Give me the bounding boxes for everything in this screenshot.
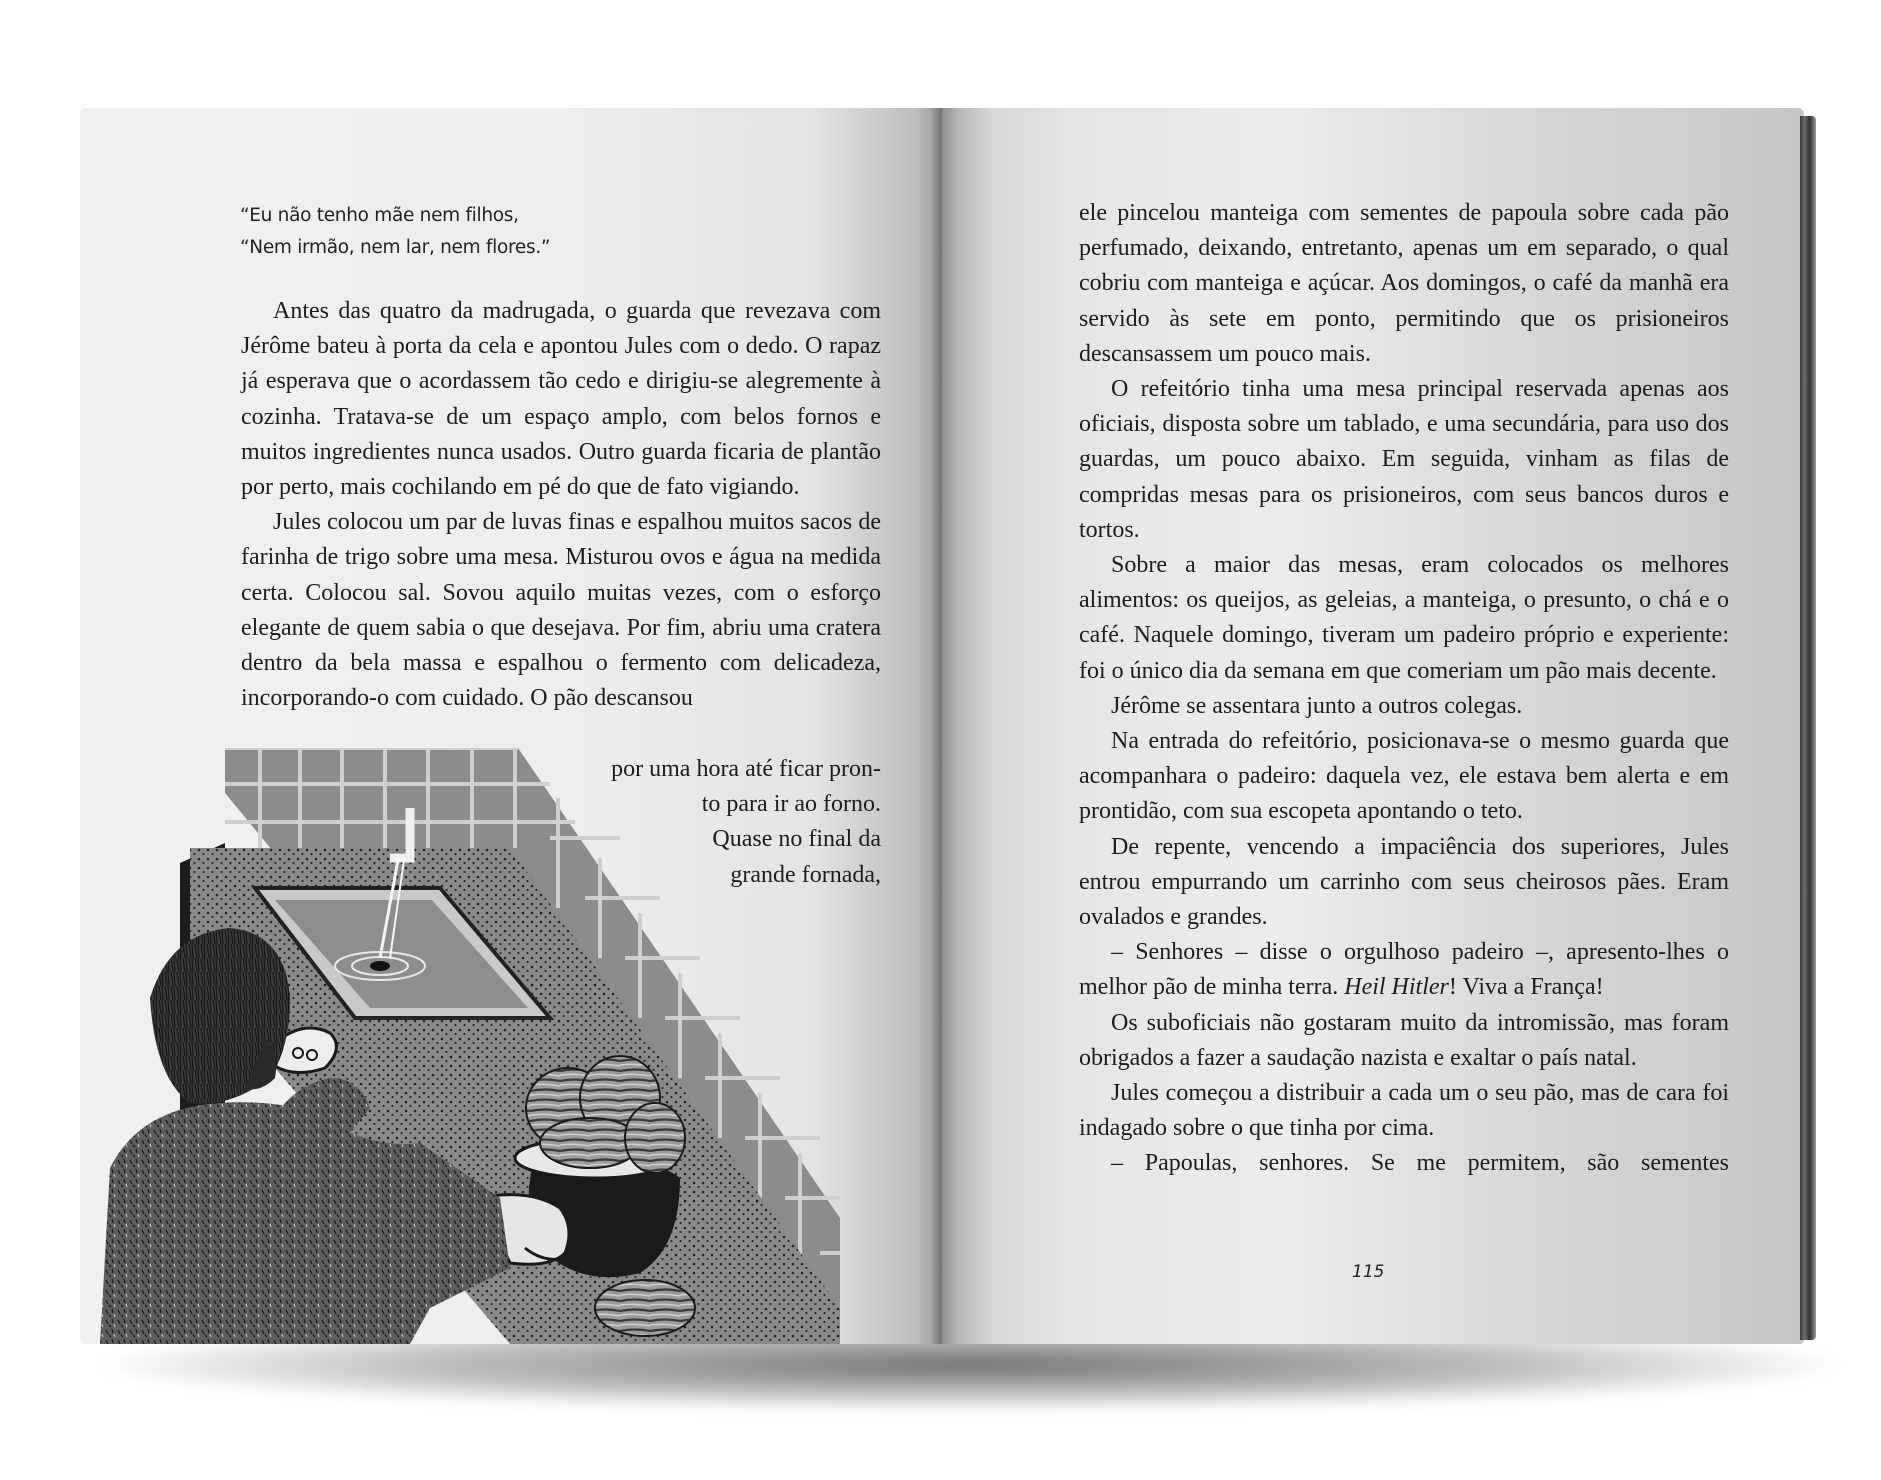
tail-line: grande fornada, <box>730 861 881 888</box>
dialogue-text: ! Viva a França! <box>1448 974 1604 1001</box>
paragraph: Jules começou a distribuir a cada um o seu pão, mas de cara foi indagado sobre o que tinha por cima. <box>1079 1080 1729 1142</box>
paragraph: Os suboficiais não gostaram muito da intromissão, mas foram obrigados a fazer a saudação nazista e exaltar o país natal. <box>1079 1009 1729 1071</box>
paragraph: Jules colocou um par de luvas finas e espalhou muitos sacos de farinha de trigo sobre uma mesa. Misturou ovos e água na medida certa. Colocou sal. Sovou aquilo muitas vezes, com o esforço elegante de quem sabia o que desejava. Por fim, abriu uma cratera dentro da bela massa e espalhou o fermento com delicadeza, incorporando-o com cuidado. O pão descansou <box>241 509 881 712</box>
dialogue-paragraph <box>1079 935 1729 1005</box>
page-number: 115 <box>1352 1262 1385 1282</box>
paragraph: De repente, vencendo a impaciência dos superiores, Jules entrou empurrando um carrinho com seus cheirosos pães. Eram ovalados e grandes. <box>1079 833 1729 931</box>
epigraph <box>240 200 550 264</box>
right-body-text <box>1079 196 1729 1182</box>
page-stack-edge <box>1800 116 1816 1340</box>
dialogue-italic: Heil Hitler <box>1344 974 1449 1001</box>
paragraph: Na entrada do refeitório, posicionava-se o mesmo guarda que acompanhara o padeiro: daquela vez, ele estava bem alerta e em prontidão, com sua escopeta apontando o teto. <box>1079 728 1729 825</box>
left-body-text <box>241 294 881 716</box>
paragraph: Sobre a maior das mesas, eram colocados os melhores alimentos: os queijos, as geleias, a manteiga, o presunto, o chá e o café. Naquele domingo, tiveram um padeiro próprio e experiente: foi o único dia da semana em que comeriam um pão mais decente. <box>1079 552 1729 684</box>
tail-line: Quase no final da <box>712 826 881 853</box>
illustration-baker-sink <box>80 748 942 1344</box>
tail-line: por uma hora até ficar pron- <box>611 756 881 782</box>
left-page <box>80 108 942 1344</box>
dialogue-text: – Senhores – disse o orgulhoso padeiro –, apresento-lhes o melhor pão de minha terra. <box>1079 939 1729 1001</box>
paragraph: Jérôme se assentara junto a outros colegas. <box>1111 692 1523 719</box>
epigraph-line: “Nem irmão, nem lar, nem flores.” <box>240 237 551 258</box>
paragraph: Antes das quatro da madrugada, o guarda que revezava com Jérôme bateu à porta da cela e apontou Jules com o dedo. O rapaz já esperava que o acordassem tão cedo e dirigiu-se alegremente à cozinha. Tratava-se de um espaço amplo, com belos fornos e muitos ingredientes nunca usados. Outro guarda ficaria de plantão por perto, mais cochilando em pé do que de fato vigiando. <box>241 298 881 501</box>
right-page <box>942 108 1804 1344</box>
epigraph-line: “Eu não tenho mãe nem filhos, <box>240 205 519 226</box>
bread-loaf <box>595 1280 695 1336</box>
paragraph: – Papoulas, senhores. Se me permitem, são sementes <box>1111 1150 1729 1177</box>
paragraph: O refeitório tinha uma mesa principal reservada apenas aos oficiais, disposta sobre um tablado, e uma secundária, para uso dos guardas, um pouco abaixo. Em seguida, vinham as filas de compridas mesas para os prisioneiros, com seus bancos duros e tortos. <box>1079 376 1729 543</box>
paragraph: ele pincelou manteiga com sementes de papoula sobre cada pão perfumado, deixando, entretanto, apenas um em separado, o qual cobriu com manteiga e açúcar. Aos domingos, o café da manhã era servido às sete em ponto, permitindo que os prisioneiros descansassem um pouco mais. <box>1079 200 1729 367</box>
tail-line: to para ir ao forno. <box>701 791 881 818</box>
